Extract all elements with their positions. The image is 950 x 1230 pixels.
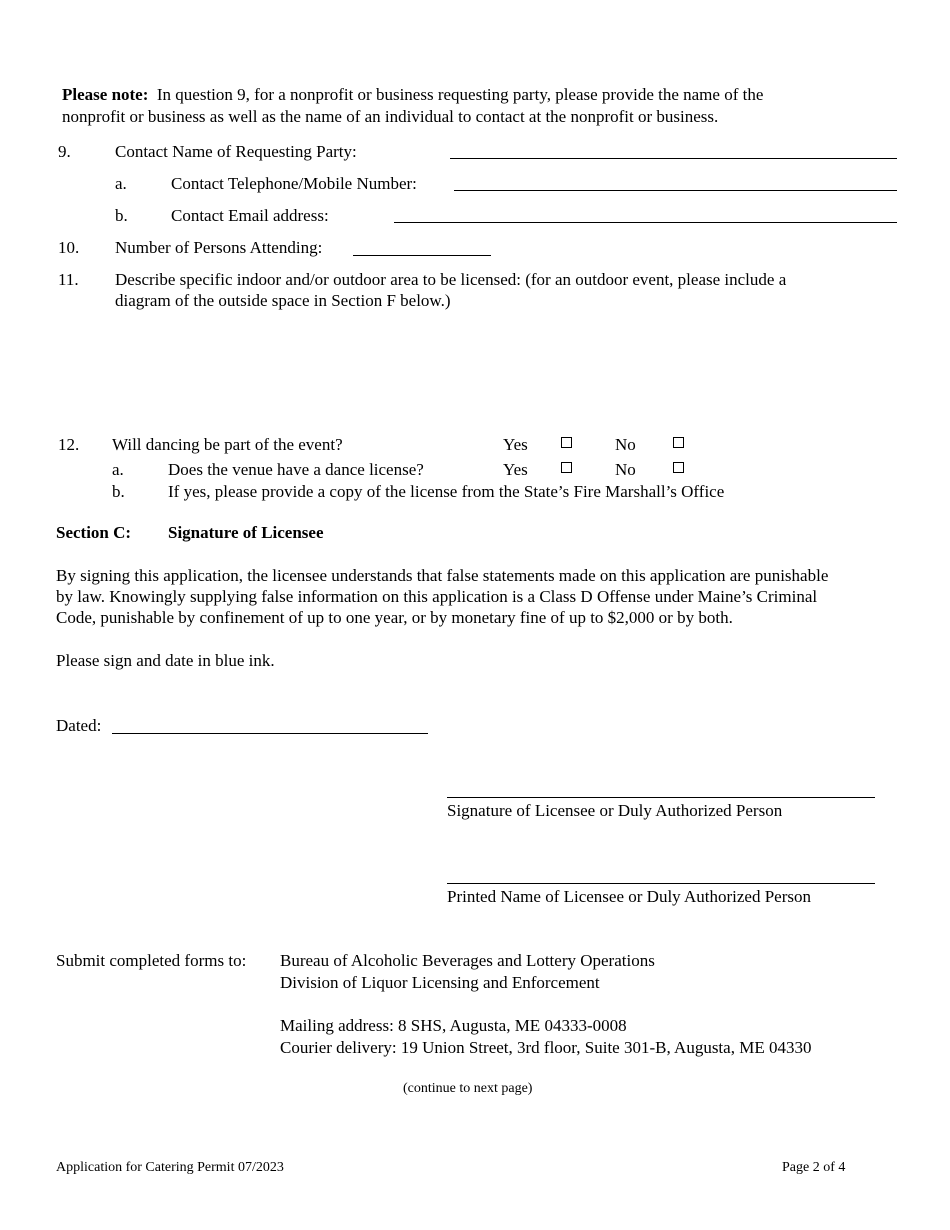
q12-label: Will dancing be part of the event?	[112, 435, 343, 454]
q11-line-2: diagram of the outside space in Section F below.)	[115, 291, 451, 310]
courier-address: Courier delivery: 19 Union Street, 3rd floor, Suite 301-B, Augusta, ME 04330	[280, 1038, 812, 1057]
sign-instruction: Please sign and date in blue ink.	[56, 651, 275, 670]
printed-name-field[interactable]	[447, 883, 875, 884]
q12a-no-label: No	[615, 460, 636, 479]
q9a-label: Contact Telephone/Mobile Number:	[171, 174, 417, 193]
q12a-yes-label: Yes	[503, 460, 528, 479]
contact-email-field[interactable]	[394, 222, 897, 223]
section-c-heading: Section C:	[56, 523, 132, 542]
q12b-letter: b.	[112, 482, 125, 501]
q9a-letter: a.	[115, 174, 127, 193]
persons-attending-field[interactable]	[353, 255, 491, 256]
footer-form-name: Application for Catering Permit 07/2023	[56, 1160, 284, 1175]
q10-number: 10.	[58, 238, 80, 257]
section-c-para-line-2: by law. Knowingly supplying false information on this application is a Class D Offense under Maine’s Criminal	[56, 587, 818, 606]
area-description-field[interactable]	[115, 315, 895, 425]
please-note-lead: Please note:	[62, 85, 149, 104]
q9-label: Contact Name of Requesting Party:	[115, 142, 357, 161]
section-c-para-line-3: Code, punishable by confinement of up to one year, or by monetary fine of up to $2,000 or by both.	[56, 608, 733, 627]
q12b-label: If yes, please provide a copy of the license from the State’s Fire Marshall’s Office	[168, 482, 725, 501]
submit-label: Submit completed forms to:	[56, 951, 247, 970]
dancing-yes-checkbox[interactable]	[561, 437, 572, 448]
footer-page-number: Page 2 of 4	[782, 1160, 846, 1175]
q9-number: 9.	[58, 142, 71, 161]
dancing-no-checkbox[interactable]	[673, 437, 684, 448]
dance-license-no-checkbox[interactable]	[673, 462, 684, 473]
date-field[interactable]	[112, 733, 428, 734]
q9b-label: Contact Email address:	[171, 206, 329, 225]
please-note-text-2: nonprofit or business as well as the name of an individual to contact at the nonprofit or business.	[62, 107, 719, 126]
q9b-letter: b.	[115, 206, 128, 225]
section-c-title: Signature of Licensee	[168, 523, 324, 542]
mailing-address: Mailing address: 8 SHS, Augusta, ME 04333-0008	[280, 1016, 627, 1035]
q12-yes-label: Yes	[503, 435, 528, 454]
q10-label: Number of Persons Attending:	[115, 238, 323, 257]
signature-caption: Signature of Licensee or Duly Authorized Person	[447, 801, 783, 820]
section-c-para-line-1: By signing this application, the licensee understands that false statements made on this application are punishable	[56, 566, 829, 585]
signature-field[interactable]	[447, 797, 875, 798]
q12a-label: Does the venue have a dance license?	[168, 460, 424, 479]
please-note-text: In question 9, for a nonprofit or business requesting party, please provide the name of the	[156, 85, 764, 104]
please-note	[62, 84, 763, 105]
dated-label: Dated:	[56, 716, 102, 735]
q12-no-label: No	[615, 435, 636, 454]
submit-line-1: Bureau of Alcoholic Beverages and Lottery Operations	[280, 951, 655, 970]
contact-phone-field[interactable]	[454, 190, 897, 191]
submit-line-2: Division of Liquor Licensing and Enforcement	[280, 973, 600, 992]
q11-line-1: Describe specific indoor and/or outdoor area to be licensed: (for an outdoor event, please include a	[115, 270, 787, 289]
q12-number: 12.	[58, 435, 80, 454]
q12a-letter: a.	[112, 460, 124, 479]
printed-name-caption: Printed Name of Licensee or Duly Authorized Person	[447, 887, 811, 906]
dance-license-yes-checkbox[interactable]	[561, 462, 572, 473]
q11-number: 11.	[58, 270, 79, 289]
continue-note: (continue to next page)	[403, 1081, 533, 1096]
contact-name-field[interactable]	[450, 158, 897, 159]
